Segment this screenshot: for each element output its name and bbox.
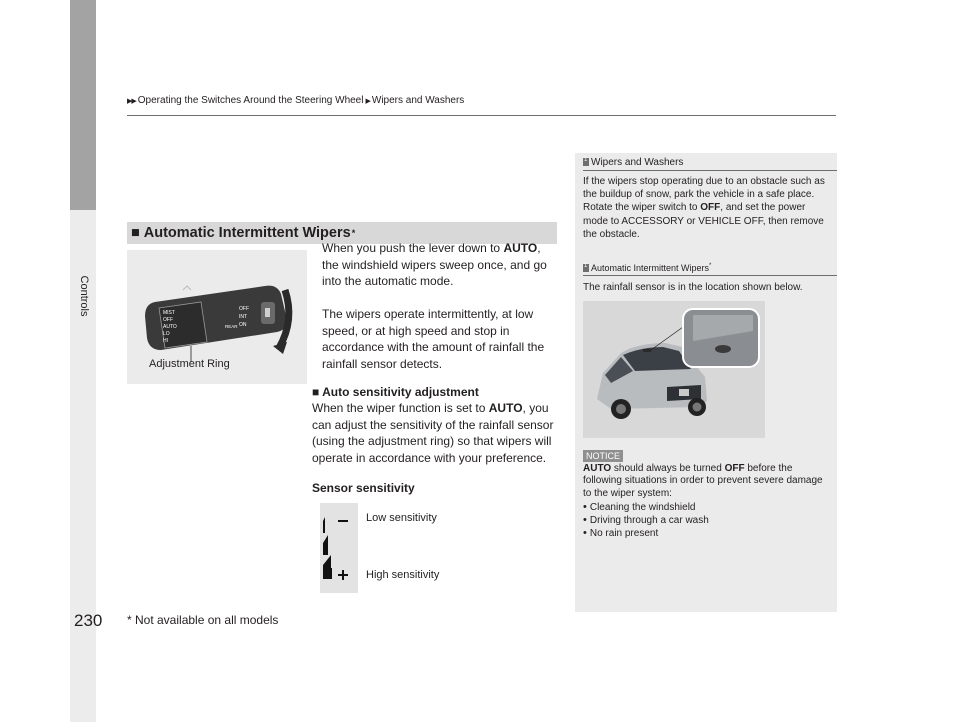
- note-rule: [583, 170, 837, 171]
- lever-label-auto: AUTO: [163, 324, 177, 330]
- lever-label-off: OFF: [163, 317, 173, 323]
- note-text-sensor-location: The rainfall sensor is in the location shown below.: [583, 282, 803, 293]
- note-heading-auto-wipers: 1 Automatic Intermittent Wipers *: [583, 263, 711, 273]
- low-sensitivity-label: Low sensitivity: [366, 512, 437, 524]
- breadcrumb-item-wipers[interactable]: Wipers and Washers: [371, 95, 465, 106]
- wiper-lever-figure: [127, 250, 307, 384]
- note-ref-icon: [583, 264, 589, 272]
- lever-label-rear: REAR: [225, 324, 238, 329]
- chapter-label: Controls: [78, 275, 90, 317]
- high-sensitivity-label: High sensitivity: [366, 569, 440, 581]
- notice-text: AUTO should always be turned OFF before the following situations in order to prevent severe damage to the wiper system:: [583, 463, 823, 499]
- breadcrumb-arrow-icon: ▶▶: [127, 97, 136, 105]
- notice-badge: NOTICE: [583, 450, 623, 462]
- sensitivity-paragraph: When the wiper function is set to AUTO, you can adjust the sensitivity of the rainfall sensor (using the adjustment ring) so that wipers will operate in accordance with your preference.: [312, 401, 554, 465]
- header-rule: [127, 115, 836, 116]
- heading-square-icon: ■: [131, 225, 140, 241]
- page-number: 230: [74, 611, 103, 630]
- rainfall-sensor-location-figure: [583, 301, 765, 438]
- sensitivity-subheading: ■ Auto sensitivity adjustment: [312, 385, 479, 399]
- notice-bullet-list: [583, 501, 709, 541]
- heading-mark: *: [351, 228, 356, 238]
- note-heading-wipers: 1 Wipers and Washers: [583, 157, 683, 168]
- breadcrumb: [127, 95, 464, 106]
- lever-label-hi: HI: [163, 338, 168, 344]
- note-rule: [583, 275, 837, 276]
- heading-text: Automatic Intermittent Wipers: [143, 225, 351, 241]
- list-item: • Cleaning the windshield: [583, 501, 709, 514]
- adjustment-ring-callout: Adjustment Ring: [149, 358, 230, 370]
- lever-label-rear-off: OFF: [239, 306, 249, 312]
- breadcrumb-arrow-icon: ▶: [365, 97, 370, 105]
- intro-paragraph: When you push the lever down to AUTO, the windshield wipers sweep once, and go into the automatic mode.: [322, 241, 547, 288]
- lever-label-rear-int: INT: [239, 314, 248, 320]
- sensor-sensitivity-title: Sensor sensitivity: [312, 481, 415, 495]
- list-item: • No rain present: [583, 527, 709, 540]
- list-item: • Driving through a car wash: [583, 514, 709, 527]
- breadcrumb-item-switches[interactable]: Operating the Switches Around the Steering Wheel: [137, 95, 364, 106]
- footnote: * Not available on all models: [127, 613, 279, 627]
- subheading-square-icon: ■: [312, 385, 320, 399]
- sensitivity-figure: [320, 503, 358, 593]
- operation-paragraph: The wipers operate intermittently, at low speed, or at high speed and stop in accordance with the amount of rainfall the rainfall sensor detects.: [322, 307, 545, 371]
- chapter-tab: [70, 0, 96, 210]
- auto-term: AUTO: [503, 241, 538, 255]
- lever-label-rear-on: ON: [239, 322, 247, 328]
- note-ref-icon: [583, 158, 589, 166]
- lever-label-lo: LO: [163, 331, 170, 337]
- note-text-wipers: If the wipers stop operating due to an obstacle such as the buildup of snow, park the vehicle in a safe place. Rotate the wiper switch to OFF, and set the power mode to ACCESSORY or VEHICLE OFF, then remove the obstacle.: [583, 176, 825, 240]
- lever-label-mist: MIST: [163, 310, 175, 316]
- auto-term: AUTO: [488, 401, 523, 415]
